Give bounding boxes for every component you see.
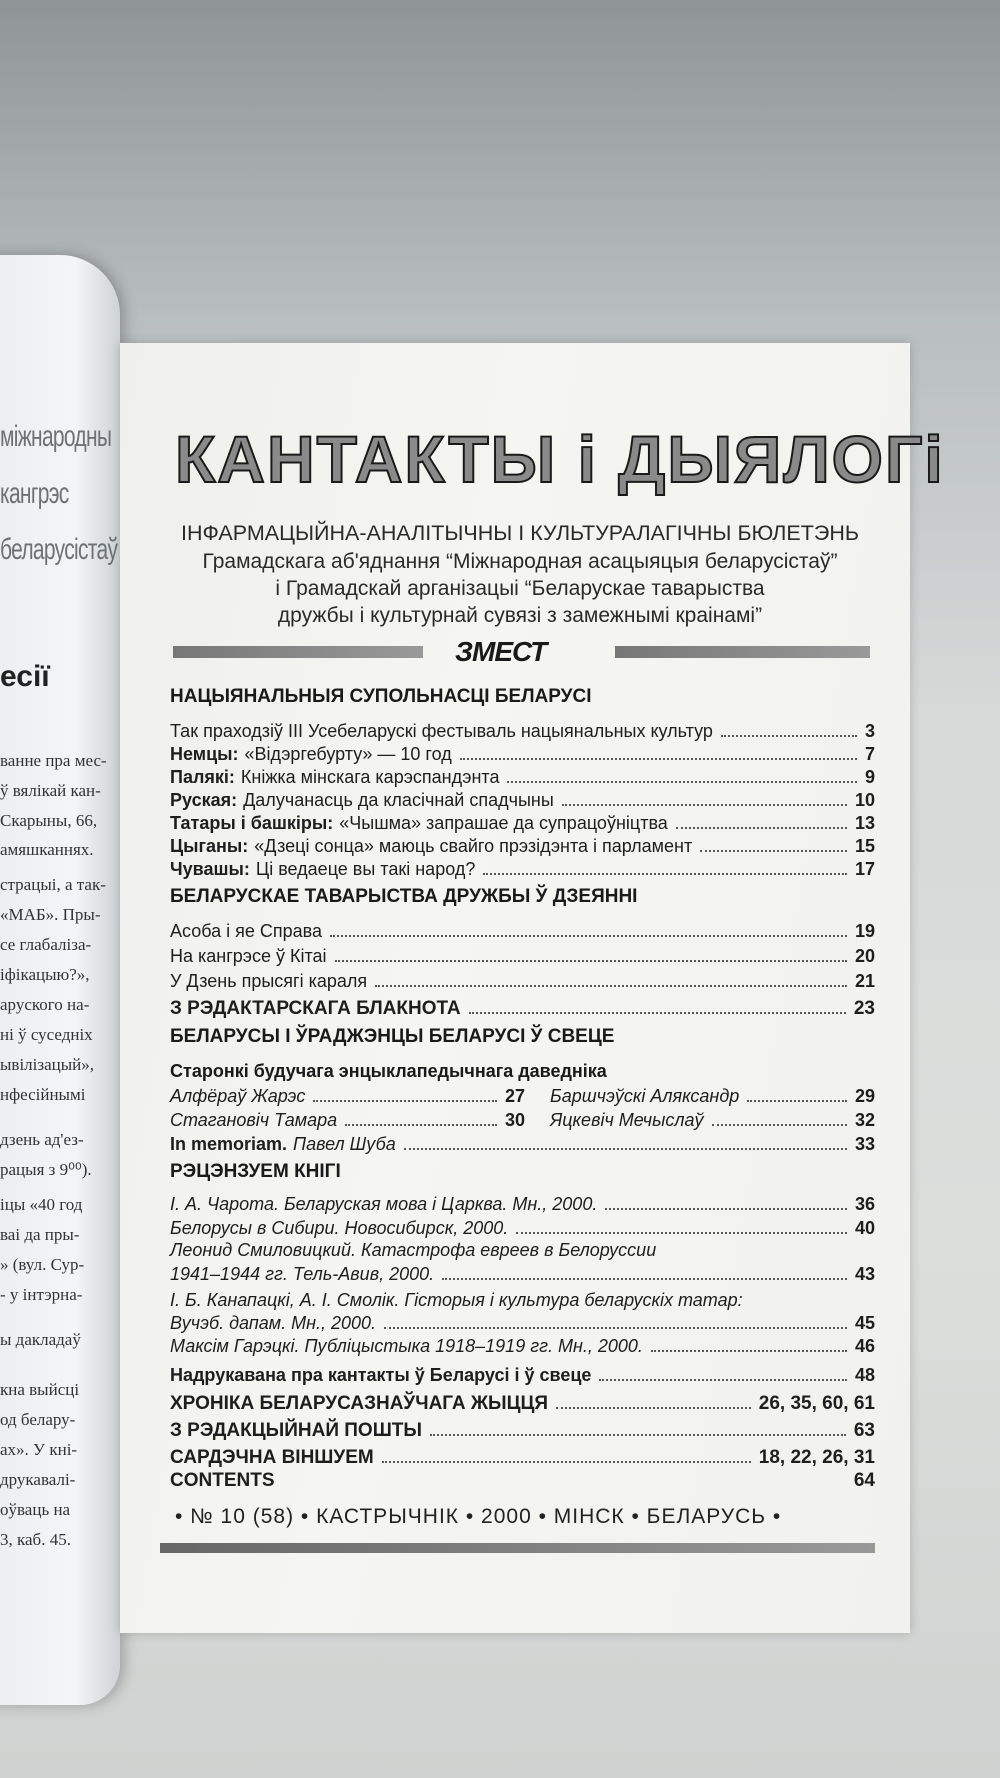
left-page-line: ні ў суседніх [0, 1025, 93, 1044]
toc-page-number: 3 [864, 721, 875, 741]
leader-dots [313, 1099, 497, 1102]
leader-dots [651, 1349, 847, 1352]
subtitle-organization: і Грамадскай арганізацыі “Беларускае таварыства [275, 577, 765, 600]
leader-dots [382, 1460, 751, 1463]
toc-entry[interactable] [170, 1470, 875, 1492]
left-page-title-2: кангрэс [0, 477, 69, 510]
left-page-line: ы дакладаў [0, 1330, 81, 1349]
leader-space [283, 1485, 846, 1486]
left-page-line: іфікацыю?», [0, 965, 90, 984]
left-page-line: друкавалі- [0, 1470, 76, 1489]
toc-page-number: 63 [853, 1420, 875, 1441]
toc-entry[interactable] [170, 971, 875, 992]
leader-dots [335, 959, 847, 962]
toc-page-number: 27 [504, 1086, 525, 1106]
leader-dots [562, 803, 847, 806]
left-page-line: ах». У кні- [0, 1440, 78, 1459]
toc-entry-title: Вучэб. дапам. Мн., 2000. [170, 1313, 377, 1333]
left-facing-page [0, 255, 120, 1705]
toc-page-number: 15 [854, 836, 875, 856]
left-page-title-1: міжнародны [0, 420, 112, 453]
leader-dots [676, 826, 847, 829]
toc-entry-title: «Дзеці сонца» маюць свайго прэзідэнта і парламент [254, 836, 693, 856]
toc-entry-lead: Чувашы: [170, 859, 250, 879]
toc-entry-title: Так праходзіў III Усебеларускі фестываль нацыянальных культур [170, 721, 713, 741]
leader-dots [469, 1011, 846, 1014]
toc-entry[interactable] [170, 859, 875, 880]
toc-entry-title: CONTENTS [170, 1470, 275, 1491]
leader-dots [460, 757, 857, 760]
left-page-line: кна выйсці [0, 1380, 80, 1399]
toc-page-number: 40 [854, 1218, 875, 1238]
toc-entry-lead: Татары і башкіры: [170, 813, 334, 833]
toc-entry-title: Стагановіч Тамара [170, 1110, 338, 1130]
toc-page-number: 26, 35, 60, 61 [758, 1393, 875, 1414]
toc-page-number: 13 [854, 813, 875, 833]
leader-dots [384, 1326, 847, 1329]
left-page-line: - у інтэрна- [0, 1285, 83, 1304]
left-page-line: » (вул. Сур- [0, 1255, 85, 1274]
toc-entry-title: З РЭДАКЦЫЙНАЙ ПОШТЫ [170, 1420, 423, 1441]
toc-page-number: 9 [864, 767, 875, 787]
toc-entry[interactable] [170, 998, 875, 1020]
leader-dots [712, 1123, 847, 1126]
toc-page-number: 46 [854, 1336, 875, 1356]
toc-entry[interactable] [170, 921, 875, 942]
toc-entry-title: Кніжка мінскага карэспандэнта [240, 767, 500, 787]
left-page-line: страцыі, а так- [0, 875, 106, 894]
left-page-line: 3, каб. 45. [0, 1530, 71, 1549]
left-page-line: нфесійнымі [0, 1085, 86, 1104]
toc-page-number: 48 [854, 1365, 875, 1385]
toc-page-number: 17 [854, 859, 875, 879]
toc-page-number: 43 [854, 1264, 875, 1284]
toc-entry[interactable] [170, 1447, 875, 1469]
left-page-line: ваі да пры- [0, 1225, 80, 1244]
toc-entry-title: Алфёраў Жарэс [170, 1086, 306, 1106]
toc-entry[interactable] [170, 1313, 875, 1334]
subtitle-bulletin: ІНФАРМАЦЫЙНА-АНАЛІТЫЧНЫ І КУЛЬТУРАЛАГІЧНЫ БЮЛЕТЭНЬ [181, 521, 859, 545]
subtitle-association: Грамадскага аб'яднання “Міжнародная асацыяцыя беларусістаў” [202, 550, 838, 573]
toc-entry-title: «Відэргебурту» — 10 год [244, 744, 452, 764]
section-heading: НАЦЫЯНАЛЬНЫЯ СУПОЛЬНАСЦІ БЕЛАРУСІ [170, 686, 592, 707]
toc-entry-title: ХРОНІКА БЕЛАРУСАЗНАЎЧАГА ЖЫЦЦЯ [170, 1393, 549, 1414]
toc-entry-lead: In memoriam. [170, 1134, 288, 1154]
leader-dots [599, 1378, 847, 1381]
toc-entry[interactable] [170, 1134, 875, 1155]
toc-entry-title: Яцкевіч Мечыслаў [550, 1110, 704, 1130]
toc-page-number: 18, 22, 26, 31 [758, 1447, 875, 1468]
toc-entry[interactable] [170, 813, 875, 834]
toc-entry[interactable] [170, 721, 875, 742]
left-page-line: ванне пра мес- [0, 751, 107, 770]
toc-entry-lead: Цыганы: [170, 836, 249, 856]
toc-page-number: 45 [854, 1313, 875, 1333]
left-page-line: ў вялікай кан- [0, 781, 101, 800]
footer-divider [160, 1543, 875, 1553]
leader-dots [721, 734, 857, 737]
leader-dots [605, 1207, 847, 1210]
subsection-heading: Старонкі будучага энцыклапедычнага даведніка [170, 1061, 607, 1081]
toc-entry-title-line: Леонид Смиловицкий. Катастрофа евреев в Белоруссии [170, 1240, 657, 1260]
toc-entry-lead: Руская: [170, 790, 238, 810]
toc-entry[interactable] [550, 1110, 875, 1131]
toc-page-number: 32 [854, 1110, 875, 1130]
toc-entry[interactable] [550, 1086, 875, 1107]
left-page-line: «МАБ». Пры- [0, 905, 101, 924]
leader-dots [404, 1147, 847, 1150]
left-page-line: аруского на- [0, 995, 90, 1014]
left-page-line: оўваць на [0, 1500, 71, 1519]
toc-entry-title: Павел Шуба [293, 1134, 396, 1154]
toc-entry[interactable] [170, 1194, 875, 1215]
left-page-heading: есії [0, 660, 50, 693]
toc-entry-title: САРДЭЧНА ВІНШУЕМ [170, 1447, 374, 1468]
toc-page-number: 23 [853, 998, 875, 1019]
toc-entry-title: 1941–1944 гг. Тель-Авив, 2000. [170, 1264, 435, 1284]
toc-page-number: 19 [854, 921, 875, 941]
toc-page-number: 33 [854, 1134, 875, 1154]
toc-page-number: 64 [853, 1470, 875, 1491]
toc-entry-title: Надрукавана пра кантакты ў Беларусі і ў свеце [170, 1365, 592, 1385]
toc-entry-title: «Чышма» запрашае да супрацоўніцтва [339, 813, 668, 833]
toc-entry[interactable] [170, 1218, 875, 1239]
toc-entry[interactable] [170, 946, 875, 967]
section-heading: БЕЛАРУСКАЕ ТАВАРЫСТВА ДРУЖБЫ Ў ДЗЕЯННІ [170, 886, 638, 907]
toc-page-number: 10 [854, 790, 875, 810]
toc-page-number: 20 [854, 946, 875, 966]
toc-entry-title: Максім Гарэцкі. Публіцыстыка 1918–1919 гг. Мн., 2000. [170, 1336, 643, 1356]
toc-entry-title: З РЭДАКТАРСКАГА БЛАКНОТА [170, 998, 461, 1019]
toc-entry-title-line: І. Б. Канапацкі, А. І. Смолік. Гісторыя і культура беларускіх татар: [170, 1290, 743, 1310]
toc-entry[interactable] [170, 1393, 875, 1415]
divider-right [615, 646, 870, 658]
toc-entry[interactable] [170, 1086, 525, 1107]
leader-dots [516, 1231, 847, 1234]
toc-entry[interactable] [170, 1110, 525, 1131]
toc-entry-title: Баршчэўскі Аляксандр [550, 1086, 740, 1106]
toc-entry[interactable] [170, 767, 875, 788]
toc-page-number: 30 [504, 1110, 525, 1130]
toc-entry-lead: Немцы: [170, 744, 239, 764]
leader-dots [747, 1099, 847, 1102]
subtitle-organization-cont: дружбы і культурнай сувязі з замежнымі краінамі” [277, 604, 763, 627]
left-page-line: Скарыны, 66, [0, 811, 98, 830]
masthead: КАНТАКТЫ і ДЫЯЛОГі [175, 422, 945, 496]
toc-page-number: 29 [854, 1086, 875, 1106]
contents-page [120, 343, 945, 1633]
left-page-title-3: беларусістаў [0, 533, 118, 566]
toc-entry-title: Далучанасць да класічнай спадчыны [243, 790, 554, 810]
toc-page-number: 21 [854, 971, 875, 991]
toc-entry-title: І. А. Чарота. Беларуская мова і Царква. Мн., 2000. [170, 1194, 598, 1214]
left-page-line: амяшканнях. [0, 840, 94, 859]
issue-footer: • № 10 (58) • КАСТРЫЧНІК • 2000 • МІНСК • БЕЛАРУСЬ • [175, 1505, 782, 1528]
left-page-line: ывілізацый», [0, 1055, 95, 1074]
section-heading: РЭЦЭНЗУЕМ КНІГІ [170, 1161, 341, 1182]
leader-dots [430, 1433, 846, 1436]
left-page-line: од белару- [0, 1410, 76, 1429]
toc-page-number: 36 [854, 1194, 875, 1214]
section-heading: БЕЛАРУСЫ І ЎРАДЖЭНЦЫ БЕЛАРУСІ Ў СВЕЦЕ [170, 1026, 615, 1047]
toc-entry[interactable] [170, 1420, 875, 1442]
left-page-line: се глабаліза- [0, 935, 92, 954]
left-page-line: іцы «40 год [0, 1195, 83, 1214]
toc-entry[interactable] [170, 1336, 875, 1357]
toc-entry-title: Асоба і яе Справа [170, 921, 323, 941]
divider-left [173, 646, 423, 658]
toc-entry-title: Белорусы в Сибири. Новосибирск, 2000. [170, 1218, 509, 1238]
toc-entry-title: Ці ведаеце вы такі народ? [255, 859, 476, 879]
leader-dots [345, 1123, 497, 1126]
left-page-line: рацыя з 9⁰⁰). [0, 1160, 92, 1179]
leader-dots [700, 849, 847, 852]
leader-dots [507, 780, 857, 783]
leader-dots [442, 1277, 847, 1280]
left-page-line: дзень ад'ез- [0, 1130, 84, 1149]
toc-entry-title: На кангрэсе ў Кітаі [170, 946, 327, 966]
toc-entry[interactable] [170, 1264, 875, 1285]
toc-entry[interactable] [170, 1365, 875, 1386]
toc-entry[interactable] [170, 836, 875, 857]
leader-dots [375, 984, 847, 987]
toc-entry[interactable] [170, 744, 875, 765]
toc-entry-title: У Дзень прысягі караля [170, 971, 368, 991]
leader-dots [556, 1406, 751, 1409]
toc-entry[interactable] [170, 790, 875, 811]
leader-dots [483, 872, 847, 875]
leader-dots [330, 934, 847, 937]
toc-page-number: 7 [864, 744, 875, 764]
toc-entry-lead: Палякі: [170, 767, 235, 787]
contents-title: ЗМЕСТ [455, 636, 547, 667]
